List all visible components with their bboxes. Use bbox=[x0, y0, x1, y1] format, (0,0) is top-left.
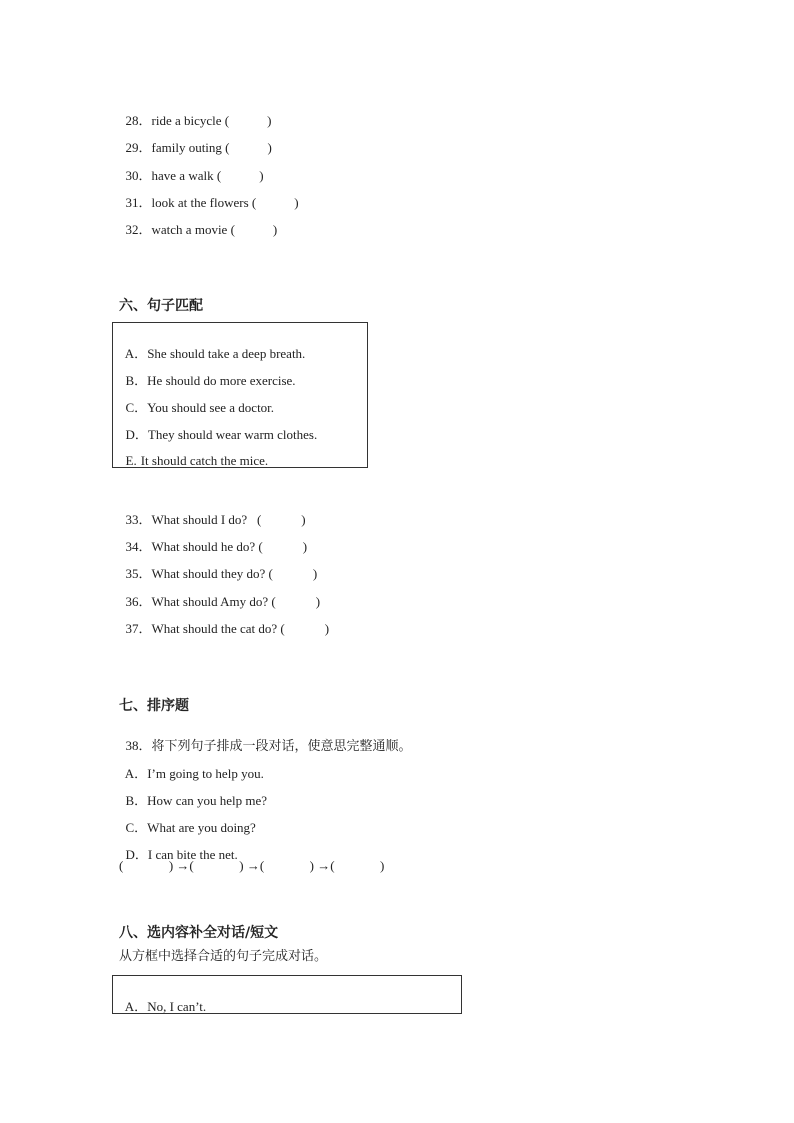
question-30: 30．have a walk ( ) bbox=[125, 168, 264, 183]
order-answer-line[interactable]: ( ) →( ) →( ) →( ) bbox=[119, 858, 385, 873]
option-text: She should take a deep breath. bbox=[147, 346, 306, 361]
question-text: What should they do? ( bbox=[151, 566, 273, 581]
question-32: 32．watch a movie ( ) bbox=[125, 222, 278, 237]
option-text: I’m going to help you. bbox=[147, 766, 264, 781]
question-text: look at the flowers ( bbox=[151, 195, 257, 210]
option-letter: A． bbox=[124, 999, 148, 1014]
question-text: What should the cat do? ( bbox=[151, 621, 285, 636]
option-letter: A． bbox=[124, 766, 148, 781]
option-letter: A． bbox=[124, 346, 148, 361]
option-letter: E. bbox=[125, 453, 137, 468]
option-letter: D． bbox=[125, 427, 148, 442]
question-28: 28．ride a bicycle ( ) bbox=[125, 113, 272, 128]
section-title-ordering: 七、排序题 bbox=[119, 698, 189, 714]
question-number: 38． bbox=[125, 738, 152, 753]
option-letter: B． bbox=[125, 373, 148, 388]
option-text: How can you help me? bbox=[147, 793, 268, 808]
question-text: family outing ( bbox=[151, 140, 230, 155]
option-e bbox=[119, 437, 268, 469]
option-letter: C． bbox=[125, 820, 148, 835]
question-text: watch a movie ( bbox=[151, 222, 235, 237]
question-number: 36． bbox=[125, 594, 152, 609]
question-33: 33．What should I do? ( ) bbox=[125, 512, 306, 527]
question-text: What should I do? ( bbox=[151, 512, 262, 527]
option-text: He should do more exercise. bbox=[147, 373, 296, 388]
question-text: What should Amy do? ( bbox=[151, 594, 276, 609]
question-number: 28． bbox=[125, 113, 152, 128]
question-text: have a walk ( bbox=[151, 168, 222, 183]
option-letter: C． bbox=[125, 400, 148, 415]
question-number: 31． bbox=[125, 195, 152, 210]
instruction-text: 将下列句子排成一段对话，使意思完整通顺。 bbox=[151, 739, 412, 754]
question-number: 35． bbox=[125, 566, 152, 581]
option-letter: B． bbox=[125, 793, 148, 808]
question-35: 35．What should they do? ( ) bbox=[125, 566, 318, 581]
question-number: 30． bbox=[125, 168, 152, 183]
question-number: 33． bbox=[125, 512, 152, 527]
question-31: 31．look at the flowers ( ) bbox=[125, 195, 299, 210]
question-number: 37． bbox=[125, 621, 152, 636]
question-34: 34．What should he do? ( ) bbox=[125, 539, 308, 554]
option-text: It should catch the mice. bbox=[140, 453, 269, 468]
option-text: You should see a doctor. bbox=[147, 400, 275, 415]
option-text: I can bite the net. bbox=[147, 847, 238, 862]
question-text: What should he do? ( bbox=[151, 539, 263, 554]
option-letter: D． bbox=[125, 847, 148, 862]
option-text: They should wear warm clothes. bbox=[147, 427, 318, 442]
instruction-text: 从方框中选择合适的句子完成对话。 bbox=[119, 949, 328, 964]
question-36: 36．What should Amy do? ( ) bbox=[125, 594, 321, 609]
question-number: 34． bbox=[125, 539, 152, 554]
question-29: 29．family outing ( ) bbox=[125, 140, 272, 155]
section-title-dialogue-completion: 八、选内容补全对话/短文 bbox=[119, 925, 279, 941]
question-number: 29． bbox=[125, 140, 152, 155]
question-number: 32． bbox=[125, 222, 152, 237]
question-37: 37．What should the cat do? ( ) bbox=[125, 621, 330, 636]
question-text: ride a bicycle ( bbox=[151, 113, 230, 128]
section-title-sentence-matching: 六、句子匹配 bbox=[119, 298, 203, 314]
box-option-a bbox=[119, 983, 206, 1015]
option-text: What are you doing? bbox=[147, 820, 256, 835]
option-text: No, I can’t. bbox=[147, 999, 207, 1014]
